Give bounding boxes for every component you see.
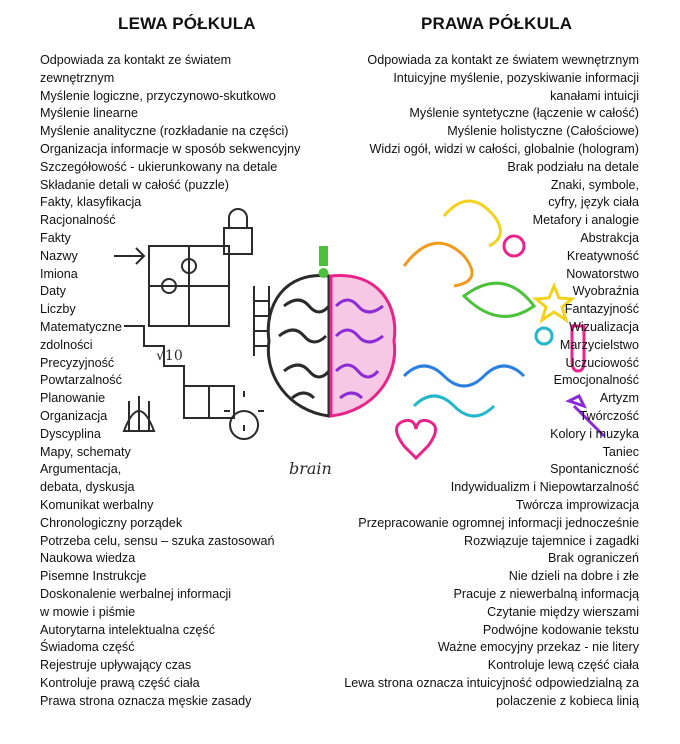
left-list-item: Racjonalność: [40, 213, 116, 228]
right-list-item: kanałami intuicji: [550, 88, 639, 103]
right-list-item: Podwójne kodowanie tekstu: [482, 622, 639, 637]
right-list-item: Fantazyjność: [564, 302, 639, 317]
right-list-item: Pracuje z niewerbalną informacją: [453, 586, 639, 601]
left-list-item: Organizacja: [40, 408, 108, 423]
right-list-item: Widzi ogół, widzi w całości, globalnie (hologram): [369, 141, 639, 156]
left-list-item: Komunikat werbalny: [40, 497, 154, 512]
left-list-item: Rejestruje upływający czas: [40, 658, 192, 673]
left-list-item: Fakty: [40, 230, 71, 245]
right-list-item: Artyzm: [599, 391, 639, 406]
right-list-item: Wizualizacja: [569, 319, 639, 334]
left-hemisphere-title: LEWA PÓŁKULA: [118, 14, 256, 33]
right-list-item: Kolory i muzyka: [550, 426, 639, 441]
left-list-item: zdolności: [40, 337, 93, 352]
left-list-item: Prawa strona oznacza męskie zasady: [40, 693, 252, 708]
right-list-item: Intuicyjne myślenie, pozyskiwanie informacji: [393, 70, 639, 85]
left-list-item: Argumentacja,: [40, 462, 122, 477]
right-list-item: Twórcza improwizacja: [515, 497, 639, 512]
right-list-item: Wyobraźnia: [572, 284, 639, 299]
left-list-item: Myślenie logiczne, przyczynowo-skutkowo: [40, 88, 276, 103]
left-list-item: Potrzeba celu, sensu – szuka zastosowań: [40, 533, 275, 548]
left-list-item: Doskonalenie werbalnej informacji: [40, 586, 232, 601]
left-list-item: Precyzyjność: [40, 355, 115, 370]
left-list-item: Nazwy: [40, 248, 78, 263]
right-list-item: Uczuciowość: [565, 355, 639, 370]
left-list-item: zewnętrznym: [40, 70, 115, 85]
right-list-item: cyfry, język ciała: [548, 195, 639, 210]
right-list-item: Lewa strona oznacza intuicyjność odpowiedzialną za: [344, 675, 639, 690]
right-list-item: Rozwiązuje tajemnice i zagadki: [464, 533, 639, 548]
right-list-item: Indywidualizm i Niepowtarzalność: [450, 480, 639, 495]
brain-doodle-text: brain: [289, 459, 332, 476]
right-list-item: Brak podziału na detale: [507, 159, 639, 174]
right-list-item: Brak ograniczeń: [547, 551, 639, 566]
left-list-item: Organizacja informacje w sposób sekwencyjny: [40, 141, 301, 156]
left-list-item: Naukowa wiedza: [40, 551, 136, 566]
right-list-item: Czytanie między wierszami: [487, 604, 639, 619]
right-list-item: Abstrakcja: [580, 230, 639, 245]
left-list-item: Planowanie: [40, 391, 106, 406]
right-list-item: Metafory i analogie: [532, 213, 639, 228]
left-list-item: Świadoma część: [40, 640, 135, 655]
left-list-item: w mowie i piśmie: [40, 604, 136, 619]
left-list-item: Kontroluje prawą część ciała: [40, 675, 200, 690]
right-list-item: Marzycielstwo: [559, 337, 639, 352]
right-list-item: Kreatywność: [566, 248, 639, 263]
left-list-item: Mapy, schematy: [40, 444, 131, 459]
left-list-item: Szczegółowość - ukierunkowany na detale: [40, 159, 278, 174]
left-list-item: debata, dyskusja: [40, 480, 135, 495]
right-hemisphere-list: [309, 52, 639, 710]
right-list-item: Taniec: [602, 444, 639, 459]
right-list-item: Odpowiada za kontakt ze światem wewnętrznym: [367, 53, 639, 67]
left-list-item: Myślenie linearne: [40, 106, 139, 121]
right-list-item: Emocjonalność: [553, 373, 639, 388]
left-list-item: Matematyczne: [40, 319, 122, 334]
left-list-item: Imiona: [40, 266, 78, 281]
right-list-item: Nie dzieli na dobre i złe: [508, 569, 639, 584]
right-list-item: Ważne emocyjny przekaz - nie litery: [437, 640, 639, 655]
right-list-item: Znaki, symbole,: [550, 177, 639, 192]
right-list-item: Myślenie syntetyczne (łączenie w całość): [409, 106, 639, 121]
right-list-item: Przepracowanie ogromnej informacji jednocześnie: [358, 515, 639, 530]
right-list-item: Kontroluje lewą część ciała: [487, 658, 639, 673]
left-hemisphere-list: [40, 52, 330, 710]
left-list-item: Pisemne Instrukcje: [40, 569, 147, 584]
left-list-item: Dyscyplina: [40, 426, 101, 441]
left-list-item: Składanie detali w całość (puzzle): [40, 177, 229, 192]
right-list-item: Myślenie holistyczne (Całościowe): [447, 124, 639, 139]
right-list-item: Nowatorstwo: [566, 266, 639, 281]
right-list-item: Spontaniczność: [550, 462, 639, 477]
left-list-item: Autorytarna intelektualna część: [40, 622, 216, 637]
left-list-item: Liczby: [40, 302, 76, 317]
math-doodle-text: √10: [156, 348, 183, 364]
right-hemisphere-title: PRAWA PÓŁKULA: [421, 14, 573, 33]
left-list-item: Myślenie analityczne (rozkładanie na części): [40, 124, 289, 139]
left-list-item: Powtarzalność: [40, 373, 122, 388]
right-list-item: Twórczość: [579, 408, 639, 423]
left-list-item: Daty: [40, 284, 66, 299]
left-list-item: Fakty, klasyfikacja: [40, 195, 142, 210]
left-list-item: Chronologiczny porządek: [40, 515, 183, 530]
right-list-item: polaczenie z kobieca linią: [496, 693, 639, 708]
left-list-item: Odpowiada za kontakt ze światem: [40, 53, 232, 67]
